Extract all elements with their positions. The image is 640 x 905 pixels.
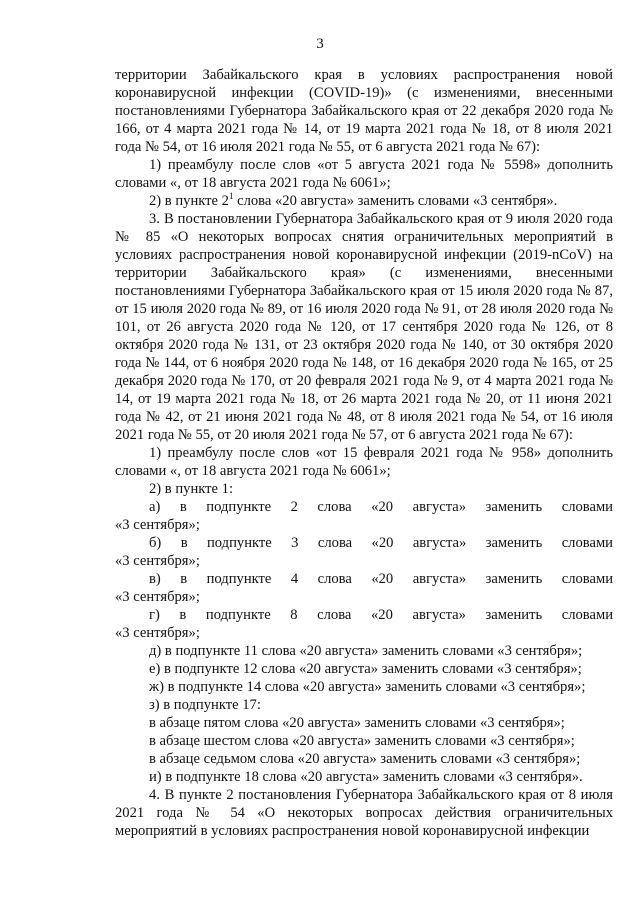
subitem-continuation: «3 сентября»; (115, 589, 200, 605)
page-number: 3 (316, 36, 324, 52)
subitem-line: г) в подпункте 8 слова «20 августа» заменить словами (149, 607, 613, 623)
superscript: 1 (228, 191, 234, 201)
paragraph-section-3: 3. В постановлении Губернатора Забайкальского края от 9 июля 2020 года № 85 «О некоторых вопросах снятия ограничительных мероприятий в условиях распространения новой коронавирусной инфекции (2019-nCoV) на территории Забайкальского края» (с изменениями, внесенными постановлениями Губернатора Забайкальского края от 15 июля 2020 года № 87, от 15 июля 2020 года № 89, от 16 июля 2020 года № 91, от 28 июля 2020 года № 101, от 26 августа 2020 года № 120, от 17 сентября 2020 года № 126, от 8 октября 2020 года № 131, от 23 октября 2020 года № 140, от 30 октября 2020 года № 144, от 6 ноября 2020 года № 148, от 16 декабря 2020 года № 165, от 25 декабря 2020 года № 170, от 20 февраля 2021 года № 9, от 4 марта 2021 года № 14, от 19 марта 2021 года № 18, от 26 марта 2021 года № 20, от 11 июня 2021 года № 42, от 21 июня 2021 года № 48, от 8 июля 2021 года № 54, от 16 июля 2021 года № 55, от 20 июля 2021 года № 57, от 6 августа 2021 года № 67): (115, 211, 613, 443)
paragraph-item: 1) преамбулу после слов «от 5 августа 2021 года № 5598» дополнить словами «, от 18 августа 2021 года № 6061»; (115, 157, 613, 191)
subitem-continuation: «3 сентября»; (115, 625, 200, 641)
paragraph-text: слова «20 августа» заменить словами «3 сентября». (233, 193, 558, 209)
subitem: е) в подпункте 12 слова «20 августа» заменить словами «3 сентября»; (149, 661, 582, 677)
subitem-line: в) в подпункте 4 слова «20 августа» заменить словами (149, 571, 613, 587)
subitem: в абзаце шестом слова «20 августа» заменить словами «3 сентября»; (149, 733, 575, 749)
document-body (115, 66, 613, 840)
subitem-line: б) в подпункте 3 слова «20 августа» заменить словами (149, 535, 613, 551)
paragraph-item: 2) в пункте 1: (149, 481, 234, 497)
subitem-line: а) в подпункте 2 слова «20 августа» заменить словами (149, 499, 613, 515)
paragraph-text: 2) в пункте 2 (149, 193, 229, 209)
subitem: з) в подпункте 17: (149, 697, 261, 713)
subitem: д) в подпункте 11 слова «20 августа» заменить словами «3 сентября»; (149, 643, 583, 659)
subitem: и) в подпункте 18 слова «20 августа» заменить словами «3 сентября». (149, 769, 583, 785)
subitem: в абзаце седьмом слова «20 августа» заменить словами «3 сентября»; (149, 751, 581, 767)
paragraph-continuation: территории Забайкальского края в условиях распространения новой коронавирусной инфекции (COVID-19)» (с изменениями, внесенными постановлениями Губернатора Забайкальского края от 22 декабря 2020 года № 166, от 4 марта 2021 года № 14, от 19 марта 2021 года № 18, от 8 июля 2021 года № 54, от 16 июля 2021 года № 55, от 6 августа 2021 года № 67): (115, 67, 613, 155)
paragraph-item (115, 192, 613, 210)
subitem-continuation: «3 сентября»; (115, 517, 200, 533)
paragraph-item: 1) преамбулу после слов «от 15 февраля 2021 года № 958» дополнить словами «, от 18 августа 2021 года № 6061»; (115, 445, 613, 479)
subitem: в абзаце пятом слова «20 августа» заменить словами «3 сентября»; (149, 715, 565, 731)
subitem-continuation: «3 сентября»; (115, 553, 200, 569)
subitem: ж) в подпункте 14 слова «20 августа» заменить словами «3 сентября»; (149, 679, 586, 695)
paragraph-section-4: 4. В пункте 2 постановления Губернатора Забайкальского края от 8 июля 2021 года № 54 «О некоторых вопросах действия ограничительных мероприятий в условиях распространения новой коронавирусной инфекции (115, 787, 613, 839)
